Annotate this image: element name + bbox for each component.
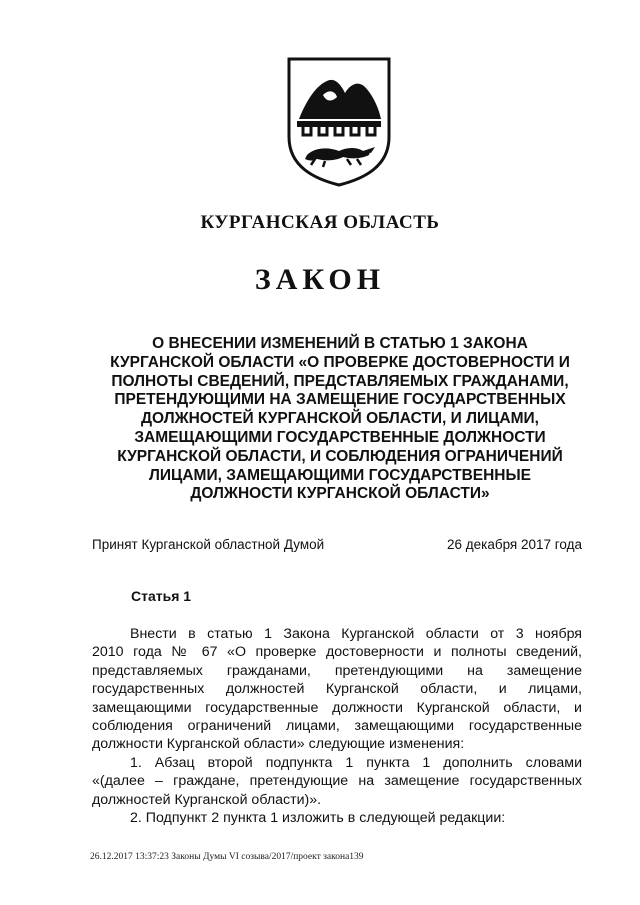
law-title-line: ДОЛЖНОСТЕЙ КУРГАНСКОЙ ОБЛАСТИ, И ЛИЦАМИ, (141, 410, 539, 428)
adoption-date: 26 декабря 2017 года (446, 537, 582, 552)
article-heading: Статья 1 (131, 588, 192, 604)
body-line: государственных должностей Курганской области, и лицами, (92, 681, 582, 698)
body-line: Внести в статью 1 Закона Курганской области от 3 ноября (130, 626, 582, 642)
law-title-line: О ВНЕСЕНИИ ИЗМЕНЕНИЙ В СТАТЬЮ 1 ЗАКОНА (152, 335, 528, 352)
body-line: «(далее – граждане, претендующие на замещение государственных (92, 773, 582, 790)
law-title-line: ЗАМЕЩАЮЩИМИ ГОСУДАРСТВЕННЫЕ ДОЛЖНОСТИ (134, 428, 546, 446)
body-line: 2010 года № 67 «О проверке достоверности и полноты сведений, (92, 644, 582, 661)
body-line: представляемых гражданами, претендующими на замещение (92, 662, 582, 679)
body-line: должностей Курганской области)». (92, 791, 322, 808)
law-title-line: ДОЛЖНОСТИ КУРГАНСКОЙ ОБЛАСТИ» (190, 485, 490, 503)
body-line: должности Курганской области» следующие изменения: (92, 736, 465, 753)
law-title-line: ПРЕТЕНДУЮЩИМИ НА ЗАМЕЩЕНИЕ ГОСУДАРСТВЕННЫХ (114, 391, 566, 409)
body-line: 2. Подпункт 2 пункта 1 изложить в следующей редакции: (130, 810, 506, 827)
adopted-by-label: Принят Курганской областной Думой (92, 537, 325, 552)
region-heading: КУРГАНСКАЯ ОБЛАСТЬ (200, 212, 440, 233)
document-footer: 26.12.2017 13:37:23 Законы Думы VI созыва/2017/проект закона139 (90, 852, 364, 862)
coat-of-arms-icon (285, 55, 393, 187)
body-line: соблюдения ограничений лицами, замещающими государственные (92, 718, 582, 735)
body-line: 1. Абзац второй подпункта 1 пункта 1 дополнить словами (130, 754, 582, 771)
law-title-line: КУРГАНСКОЙ ОБЛАСТИ, И СОБЛЮДЕНИЯ ОГРАНИЧЕНИЙ (117, 447, 563, 465)
law-title-line: ПОЛНОТЫ СВЕДЕНИЙ, ПРЕДСТАВЛЯЕМЫХ ГРАЖДАНАМИ, (111, 372, 569, 390)
law-title-line: ЛИЦАМИ, ЗАМЕЩАЮЩИМИ ГОСУДАРСТВЕННЫЕ (149, 466, 531, 484)
article-body (92, 625, 582, 827)
adoption-line (92, 537, 582, 552)
document-type-heading: ЗАКОН (254, 263, 386, 296)
body-line: замещающими государственные должности Курганской области, и (92, 699, 582, 716)
law-title-block (95, 335, 585, 504)
law-title-line: КУРГАНСКОЙ ОБЛАСТИ «О ПРОВЕРКЕ ДОСТОВЕРНОСТИ И (110, 353, 570, 371)
